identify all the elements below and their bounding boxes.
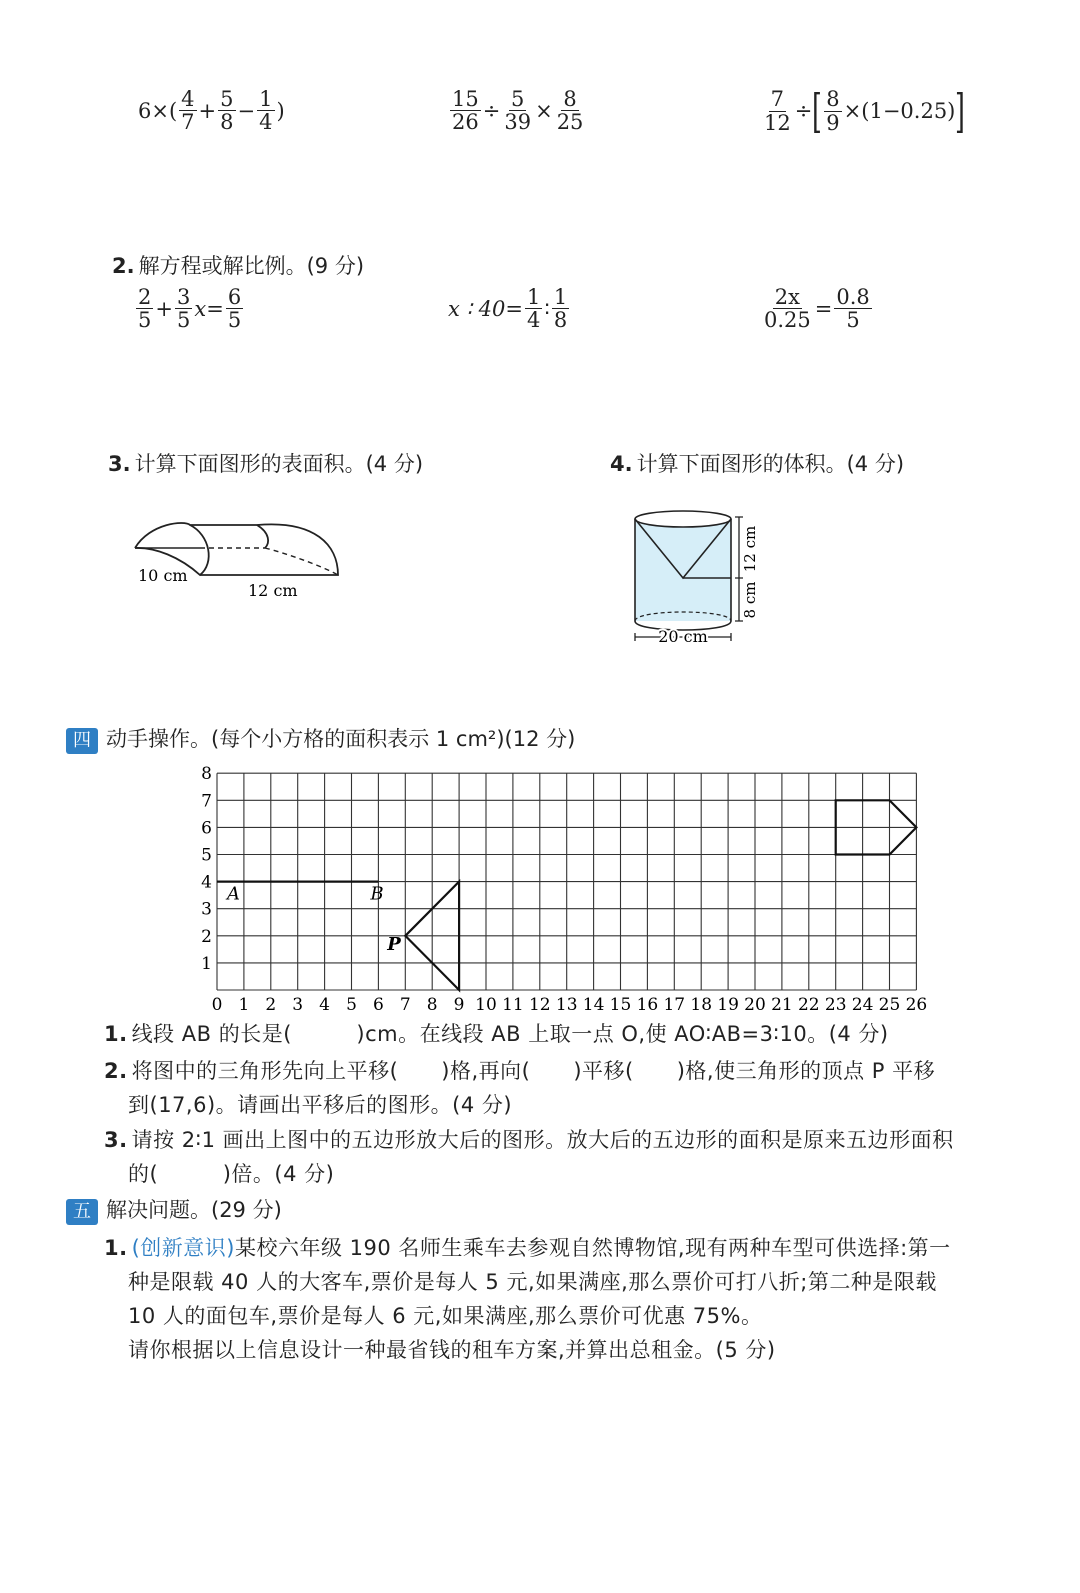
calc-expression-1: [138, 88, 285, 133]
question-text: 的( )倍。(4 分): [128, 1162, 335, 1186]
point-p-label: P: [387, 933, 401, 955]
question-text: 计算下面图形的表面积。(4 分): [134, 452, 424, 476]
question-text: 某校六年级 190 名师生乘车去参观自然博物馆,现有两种车型可供选择:第一: [234, 1236, 951, 1260]
section5-header: [66, 1194, 282, 1225]
question-text: 计算下面图形的体积。(4 分): [636, 452, 905, 476]
operator: +: [155, 296, 173, 321]
numerator: 7: [770, 87, 785, 112]
fraction: [218, 88, 235, 133]
x-tick-label: 25: [878, 995, 901, 1015]
x-axis-ticks: [212, 995, 928, 1015]
fraction: [552, 286, 569, 331]
denominator: 7: [181, 110, 195, 135]
operator: ×: [535, 98, 553, 123]
question-number: 1.: [104, 1236, 128, 1260]
numerator: 4: [181, 87, 195, 111]
y-tick-label: 1: [201, 953, 212, 974]
numerator: 8: [563, 87, 577, 111]
denominator: 5: [138, 308, 152, 333]
numerator: 3: [176, 285, 191, 309]
fraction: [762, 88, 793, 133]
numerator: 0.8: [836, 285, 870, 309]
x-tick-label: 16: [636, 995, 659, 1015]
x-tick-label: 8: [426, 995, 438, 1015]
x-tick-label: 1: [238, 995, 250, 1015]
question-number: 4.: [610, 452, 633, 476]
sec4-item-3-cont: [128, 1158, 334, 1188]
diameter-label: 20 cm: [658, 627, 708, 646]
question-text: 到(17,6)。请画出平移后的图形。(4 分): [128, 1093, 513, 1117]
denominator: 26: [452, 110, 479, 135]
denominator: 5: [176, 308, 191, 333]
numerator: 2x: [774, 285, 800, 309]
denominator: 8: [553, 308, 568, 333]
x-tick-label: 4: [319, 995, 331, 1015]
x-tick-label: 19: [717, 995, 739, 1015]
expr3-middle: ×(1−0.25): [843, 99, 956, 123]
operator: ÷: [794, 99, 813, 123]
x-tick-label: 3: [292, 995, 304, 1015]
sec5-q1-line1: [104, 1232, 951, 1262]
question-text: 请你根据以上信息设计一种最省钱的租车方案,并算出总租金。(5 分): [128, 1338, 776, 1362]
question-number: 2.: [112, 254, 135, 278]
x-tick-label: 11: [502, 995, 524, 1015]
sec5-q1-line4: [128, 1334, 776, 1364]
fraction: [136, 286, 153, 331]
q3-title: [108, 448, 423, 478]
question-text: 种是限载 40 人的大客车,票价是每人 5 元,如果满座,那么票价可打八折;第二种是限载: [128, 1270, 937, 1294]
numerator: 1: [526, 285, 541, 309]
denominator: 9: [826, 110, 840, 135]
operator: ∶: [544, 296, 550, 321]
point-b-label: B: [370, 883, 384, 905]
question-text: 将图中的三角形先向上平移( )格,再向( )平移( )格,使三角形的顶点 P 平移: [131, 1059, 936, 1083]
denominator: 8: [220, 110, 234, 135]
x-tick-label: 22: [797, 995, 820, 1015]
expr1-suffix: ): [276, 98, 285, 123]
y-tick-label: 4: [201, 872, 212, 893]
fraction: [226, 286, 243, 331]
section-title: 解决问题。(29 分): [106, 1198, 282, 1222]
question-text: 线段 AB 的长是( )cm。在线段 AB 上取一点 O,使 AO∶AB=3∶10。(4 分): [131, 1022, 889, 1046]
numerator: 8: [826, 87, 840, 112]
y-tick-label: 8: [201, 764, 212, 785]
cylinder-figure: [625, 505, 785, 650]
variable: x: [194, 296, 207, 321]
x-tick-label: 17: [663, 995, 686, 1015]
x-tick-label: 21: [771, 995, 793, 1015]
section4-header: [66, 723, 575, 754]
x-tick-label: 18: [690, 995, 713, 1015]
sec4-item-3: [104, 1124, 954, 1154]
section-title: 动手操作。(每个小方格的面积表示 1 cm²)(12 分): [106, 727, 576, 751]
y-tick-label: 7: [201, 791, 212, 812]
question-text: 10 人的面包车,票价是每人 6 元,如果满座,那么票价可优惠 75%。: [128, 1304, 763, 1328]
denominator: 4: [259, 110, 273, 135]
x-tick-label: 9: [453, 995, 465, 1015]
question-text: 请按 2∶1 画出上图中的五边形放大后的图形。放大后的五边形的面积是原来五边形面积: [131, 1128, 954, 1152]
x-tick-label: 12: [528, 995, 551, 1015]
x-tick-label: 10: [475, 995, 497, 1015]
x-tick-label: 20: [744, 995, 766, 1015]
diameter-label: 10 cm: [138, 566, 188, 585]
base-height-label: 8 cm: [741, 581, 759, 619]
equation-1: [134, 286, 245, 331]
operator: −: [237, 98, 256, 123]
right-bracket: ]: [955, 84, 966, 138]
denominator: 39: [504, 110, 532, 135]
x-tick-label: 23: [824, 995, 847, 1015]
x-tick-label: 24: [851, 995, 874, 1015]
fraction: [179, 88, 196, 133]
equation-prefix: x ∶ 40=: [448, 296, 523, 321]
x-tick-label: 0: [211, 995, 223, 1015]
y-axis-ticks: [201, 764, 212, 974]
sec4-item-2-cont: [128, 1089, 512, 1119]
numerator: 1: [259, 87, 273, 111]
coordinate-grid: [195, 760, 935, 1018]
cylinder-top: [635, 511, 731, 527]
question-number: 3.: [108, 452, 131, 476]
cylinder-fill: [635, 519, 731, 621]
denominator: 25: [556, 110, 584, 135]
fraction: [257, 88, 274, 133]
y-tick-label: 3: [201, 899, 212, 920]
operator: ÷: [482, 98, 501, 123]
numerator: 5: [220, 87, 234, 111]
section-badge: 五: [66, 1199, 98, 1225]
denominator: 12: [764, 110, 791, 135]
expr1-prefix: 6×(: [138, 98, 178, 123]
fraction: [834, 286, 871, 331]
point-a-label: A: [227, 883, 240, 905]
back-arc: [257, 525, 268, 548]
question-number: 1.: [104, 1022, 128, 1046]
calc-expression-2: [448, 88, 587, 133]
cone-height-label: 12 cm: [741, 525, 759, 573]
x-tick-label: 5: [346, 995, 357, 1015]
hidden-back-edge: [265, 548, 338, 575]
fraction: [502, 88, 533, 133]
q4-title: [610, 448, 904, 478]
sec5-q1-line3: [128, 1300, 762, 1330]
equation-3: [760, 286, 874, 331]
denominator: 5: [227, 308, 242, 333]
q2-title: [112, 250, 364, 280]
y-tick-label: 2: [201, 926, 212, 947]
fraction: [762, 286, 813, 331]
half-cylinder-figure: [120, 505, 360, 605]
x-tick-label: 2: [265, 995, 277, 1015]
fraction: [824, 88, 841, 133]
x-tick-label: 26: [905, 995, 928, 1015]
sec5-q1-line2: [128, 1266, 937, 1296]
fraction: [175, 286, 192, 331]
innovation-tag: (创新意识): [131, 1236, 235, 1260]
denominator: 4: [526, 308, 541, 333]
sec4-item-2: [104, 1055, 935, 1085]
operator: =: [814, 296, 833, 321]
numerator: 15: [452, 87, 479, 111]
x-tick-label: 14: [582, 995, 605, 1015]
numerator: 2: [138, 285, 152, 309]
calc-expression-3: [760, 84, 966, 138]
numerator: 5: [511, 87, 525, 111]
denominator: 5: [846, 308, 860, 333]
x-tick-label: 13: [555, 995, 578, 1015]
fraction: [525, 286, 542, 331]
y-tick-label: 6: [201, 818, 212, 839]
sec4-item-1: [104, 1018, 889, 1048]
section-badge: 四: [66, 728, 98, 754]
x-tick-label: 6: [372, 995, 384, 1015]
numerator: 1: [553, 285, 568, 309]
denominator: 0.25: [764, 308, 811, 333]
numerator: 6: [227, 285, 242, 309]
y-tick-label: 5: [201, 845, 212, 866]
fraction: [555, 88, 586, 133]
equation-2: [448, 286, 571, 331]
left-bracket: [: [812, 84, 823, 138]
question-number: 3.: [104, 1128, 128, 1152]
x-tick-label: 15: [609, 995, 632, 1015]
question-number: 2.: [104, 1059, 128, 1083]
operator: =: [206, 296, 224, 321]
x-tick-label: 7: [399, 995, 411, 1015]
fraction: [450, 88, 481, 133]
operator: +: [198, 98, 217, 123]
question-text: 解方程或解比例。(9 分): [138, 254, 365, 278]
length-label: 12 cm: [248, 581, 298, 600]
